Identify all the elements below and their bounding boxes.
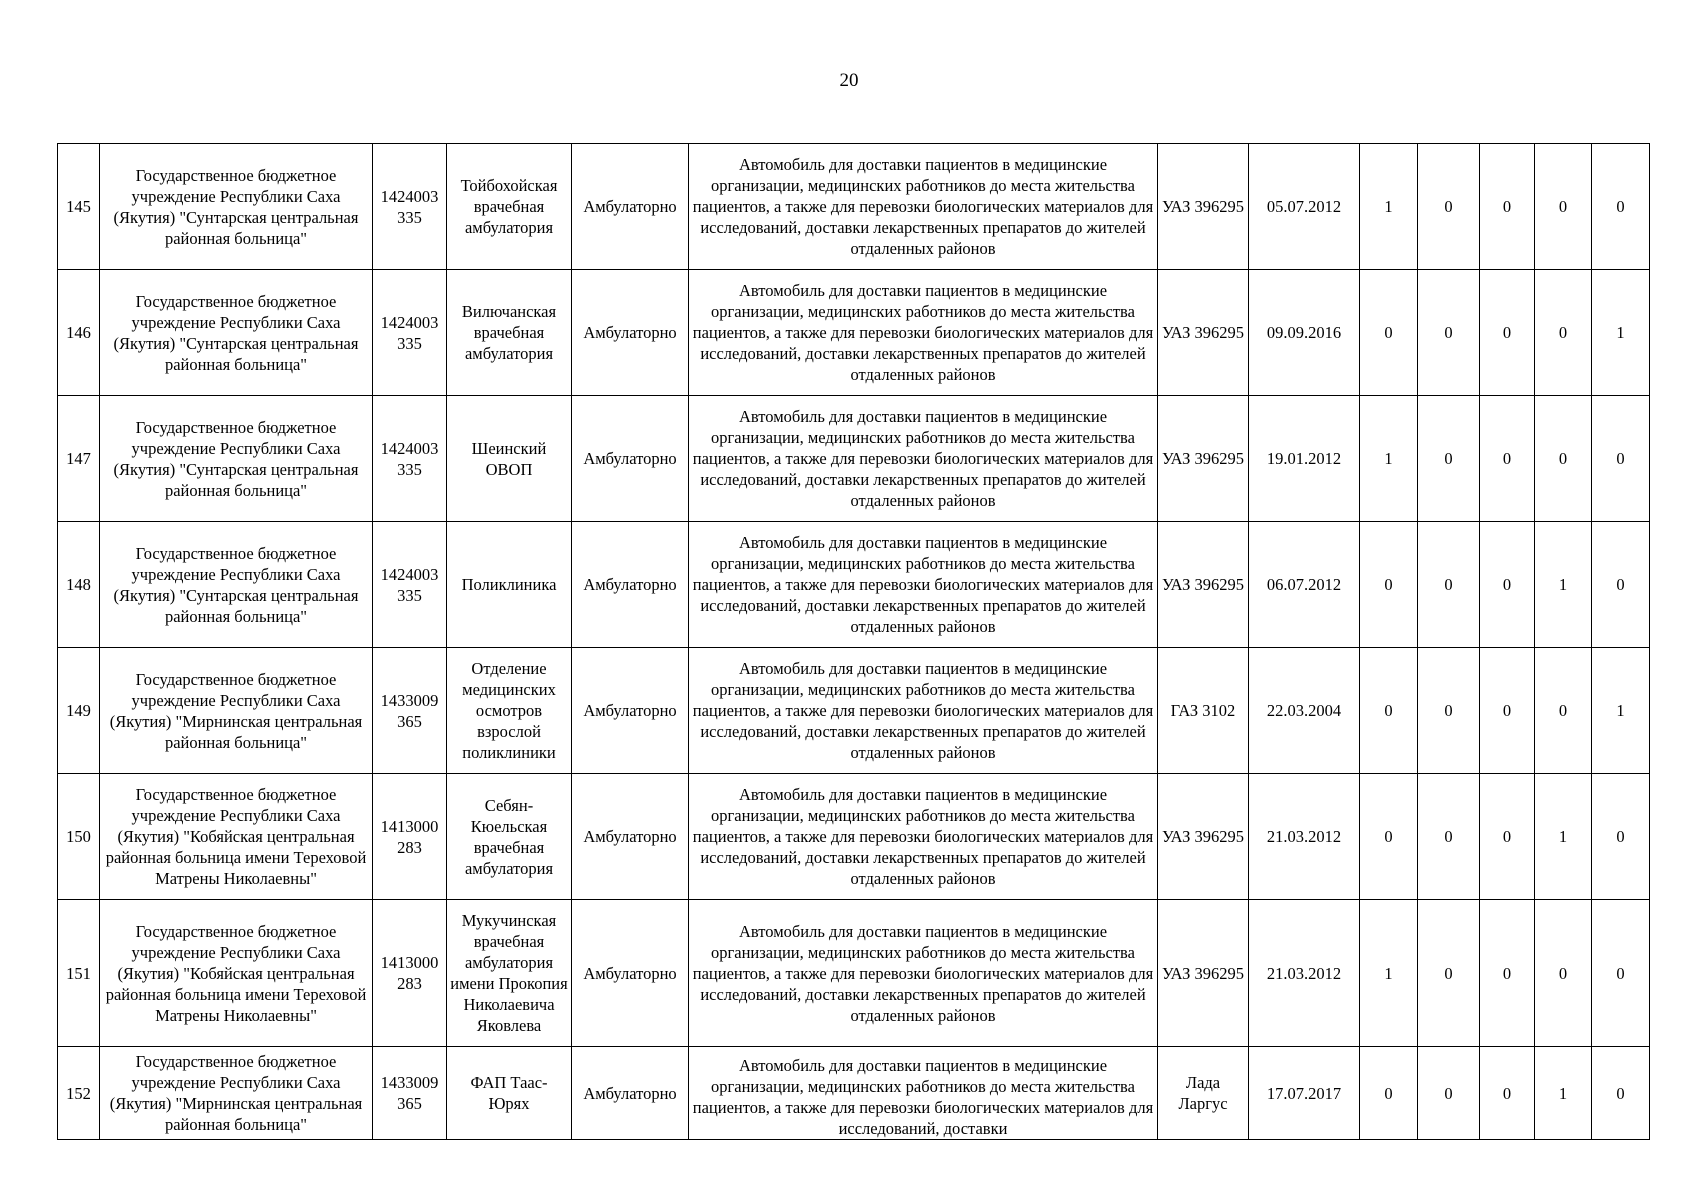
table-row	[58, 1047, 1650, 1140]
institution-code: 1424003 335	[373, 270, 447, 396]
table-row	[58, 774, 1650, 900]
care-mode: Амбулаторно	[572, 522, 689, 648]
vehicle-model: УАЗ 396295	[1158, 396, 1249, 522]
vehicle-purpose: Автомобиль для доставки пациентов в медицинские организации, медицинских работников до места жительства пациентов, а также для перевозки биологических материалов для исследований, доставки лекарственных препаратов до жителей отдаленных районов	[689, 270, 1158, 396]
care-mode: Амбулаторно	[572, 1047, 689, 1140]
vehicle-date: 09.09.2016	[1249, 270, 1360, 396]
count-cell: 0	[1418, 522, 1480, 648]
table-row	[58, 648, 1650, 774]
vehicle-model: УАЗ 396295	[1158, 774, 1249, 900]
vehicle-registry-table	[57, 143, 1650, 1140]
unit-name: ФАП Таас-Юрях	[447, 1047, 572, 1140]
institution-name: Государственное бюджетное учреждение Республики Саха (Якутия) "Кобяйская центральная районная больница имени Тереховой Матрены Николаевны"	[100, 900, 373, 1047]
count-cell: 0	[1480, 1047, 1535, 1140]
care-mode: Амбулаторно	[572, 900, 689, 1047]
vehicle-date: 17.07.2017	[1249, 1047, 1360, 1140]
count-cell: 0	[1535, 900, 1592, 1047]
count-cell: 0	[1480, 396, 1535, 522]
page-number: 20	[839, 70, 859, 91]
vehicle-model: УАЗ 396295	[1158, 900, 1249, 1047]
vehicle-purpose: Автомобиль для доставки пациентов в медицинские организации, медицинских работников до места жительства пациентов, а также для перевозки биологических материалов для исследований, доставки лекарственных препаратов до жителей отдаленных районов	[689, 144, 1158, 270]
count-cell: 0	[1418, 396, 1480, 522]
count-cell: 0	[1360, 522, 1418, 648]
vehicle-purpose: Автомобиль для доставки пациентов в медицинские организации, медицинских работников до места жительства пациентов, а также для перевозки биологических материалов для исследований, доставки	[689, 1047, 1158, 1140]
table-row	[58, 270, 1650, 396]
count-cell: 0	[1418, 900, 1480, 1047]
vehicle-model: УАЗ 396295	[1158, 522, 1249, 648]
row-number: 147	[58, 396, 100, 522]
count-cell: 0	[1360, 270, 1418, 396]
row-number: 145	[58, 144, 100, 270]
unit-name: Шеинский ОВОП	[447, 396, 572, 522]
institution-code: 1413000 283	[373, 900, 447, 1047]
count-cell: 0	[1592, 774, 1650, 900]
institution-code: 1433009 365	[373, 648, 447, 774]
count-cell: 1	[1535, 522, 1592, 648]
vehicle-purpose: Автомобиль для доставки пациентов в медицинские организации, медицинских работников до места жительства пациентов, а также для перевозки биологических материалов для исследований, доставки лекарственных препаратов до жителей отдаленных районов	[689, 774, 1158, 900]
count-cell: 1	[1360, 396, 1418, 522]
count-cell: 0	[1592, 900, 1650, 1047]
vehicle-date: 05.07.2012	[1249, 144, 1360, 270]
vehicle-model: УАЗ 396295	[1158, 144, 1249, 270]
table-row	[58, 396, 1650, 522]
unit-name: Тойбохойская врачебная амбулатория	[447, 144, 572, 270]
count-cell: 0	[1418, 648, 1480, 774]
row-number: 146	[58, 270, 100, 396]
table-row	[58, 522, 1650, 648]
count-cell: 0	[1418, 270, 1480, 396]
row-number: 151	[58, 900, 100, 1047]
table-row	[58, 900, 1650, 1047]
vehicle-date: 22.03.2004	[1249, 648, 1360, 774]
institution-name: Государственное бюджетное учреждение Республики Саха (Якутия) "Сунтарская центральная районная больница"	[100, 270, 373, 396]
care-mode: Амбулаторно	[572, 396, 689, 522]
care-mode: Амбулаторно	[572, 144, 689, 270]
row-number: 148	[58, 522, 100, 648]
count-cell: 0	[1535, 270, 1592, 396]
row-number: 149	[58, 648, 100, 774]
institution-name: Государственное бюджетное учреждение Республики Саха (Якутия) "Мирнинская центральная районная больница"	[100, 1047, 373, 1140]
row-number: 152	[58, 1047, 100, 1140]
count-cell: 1	[1592, 648, 1650, 774]
institution-name: Государственное бюджетное учреждение Республики Саха (Якутия) "Сунтарская центральная районная больница"	[100, 144, 373, 270]
count-cell: 0	[1535, 396, 1592, 522]
institution-name: Государственное бюджетное учреждение Республики Саха (Якутия) "Кобяйская центральная районная больница имени Тереховой Матрены Николаевны"	[100, 774, 373, 900]
count-cell: 0	[1535, 648, 1592, 774]
institution-name: Государственное бюджетное учреждение Республики Саха (Якутия) "Сунтарская центральная районная больница"	[100, 522, 373, 648]
row-number: 150	[58, 774, 100, 900]
vehicle-model: ГАЗ 3102	[1158, 648, 1249, 774]
institution-code: 1413000 283	[373, 774, 447, 900]
institution-name: Государственное бюджетное учреждение Республики Саха (Якутия) "Сунтарская центральная районная больница"	[100, 396, 373, 522]
count-cell: 0	[1480, 270, 1535, 396]
vehicle-date: 06.07.2012	[1249, 522, 1360, 648]
vehicle-model: Лада Ларгус	[1158, 1047, 1249, 1140]
unit-name: Отделение медицинских осмотров взрослой поликлиники	[447, 648, 572, 774]
count-cell: 0	[1592, 1047, 1650, 1140]
institution-code: 1424003 335	[373, 396, 447, 522]
vehicle-purpose: Автомобиль для доставки пациентов в медицинские организации, медицинских работников до места жительства пациентов, а также для перевозки биологических материалов для исследований, доставки лекарственных препаратов до жителей отдаленных районов	[689, 900, 1158, 1047]
count-cell: 1	[1535, 1047, 1592, 1140]
vehicle-purpose: Автомобиль для доставки пациентов в медицинские организации, медицинских работников до места жительства пациентов, а также для перевозки биологических материалов для исследований, доставки лекарственных препаратов до жителей отдаленных районов	[689, 522, 1158, 648]
institution-name: Государственное бюджетное учреждение Республики Саха (Якутия) "Мирнинская центральная районная больница"	[100, 648, 373, 774]
count-cell: 0	[1480, 144, 1535, 270]
count-cell: 0	[1360, 774, 1418, 900]
table-row	[58, 144, 1650, 270]
institution-code: 1433009 365	[373, 1047, 447, 1140]
count-cell: 0	[1418, 774, 1480, 900]
count-cell: 1	[1360, 900, 1418, 1047]
institution-code: 1424003 335	[373, 144, 447, 270]
unit-name: Себян-Кюельская врачебная амбулатория	[447, 774, 572, 900]
count-cell: 1	[1592, 270, 1650, 396]
vehicle-date: 21.03.2012	[1249, 774, 1360, 900]
vehicle-date: 19.01.2012	[1249, 396, 1360, 522]
count-cell: 0	[1480, 648, 1535, 774]
count-cell: 0	[1480, 522, 1535, 648]
count-cell: 0	[1480, 774, 1535, 900]
vehicle-date: 21.03.2012	[1249, 900, 1360, 1047]
unit-name: Мукучинская врачебная амбулатория имени Прокопия Николаевича Яковлева	[447, 900, 572, 1047]
care-mode: Амбулаторно	[572, 774, 689, 900]
unit-name: Вилючанская врачебная амбулатория	[447, 270, 572, 396]
institution-code: 1424003 335	[373, 522, 447, 648]
count-cell: 0	[1592, 522, 1650, 648]
unit-name: Поликлиника	[447, 522, 572, 648]
care-mode: Амбулаторно	[572, 648, 689, 774]
count-cell: 0	[1592, 144, 1650, 270]
count-cell: 0	[1418, 1047, 1480, 1140]
count-cell: 0	[1535, 144, 1592, 270]
count-cell: 0	[1480, 900, 1535, 1047]
vehicle-purpose: Автомобиль для доставки пациентов в медицинские организации, медицинских работников до места жительства пациентов, а также для перевозки биологических материалов для исследований, доставки лекарственных препаратов до жителей отдаленных районов	[689, 648, 1158, 774]
vehicle-purpose: Автомобиль для доставки пациентов в медицинские организации, медицинских работников до места жительства пациентов, а также для перевозки биологических материалов для исследований, доставки лекарственных препаратов до жителей отдаленных районов	[689, 396, 1158, 522]
count-cell: 0	[1360, 1047, 1418, 1140]
count-cell: 1	[1360, 144, 1418, 270]
count-cell: 0	[1592, 396, 1650, 522]
care-mode: Амбулаторно	[572, 270, 689, 396]
count-cell: 1	[1535, 774, 1592, 900]
vehicle-model: УАЗ 396295	[1158, 270, 1249, 396]
count-cell: 0	[1418, 144, 1480, 270]
count-cell: 0	[1360, 648, 1418, 774]
